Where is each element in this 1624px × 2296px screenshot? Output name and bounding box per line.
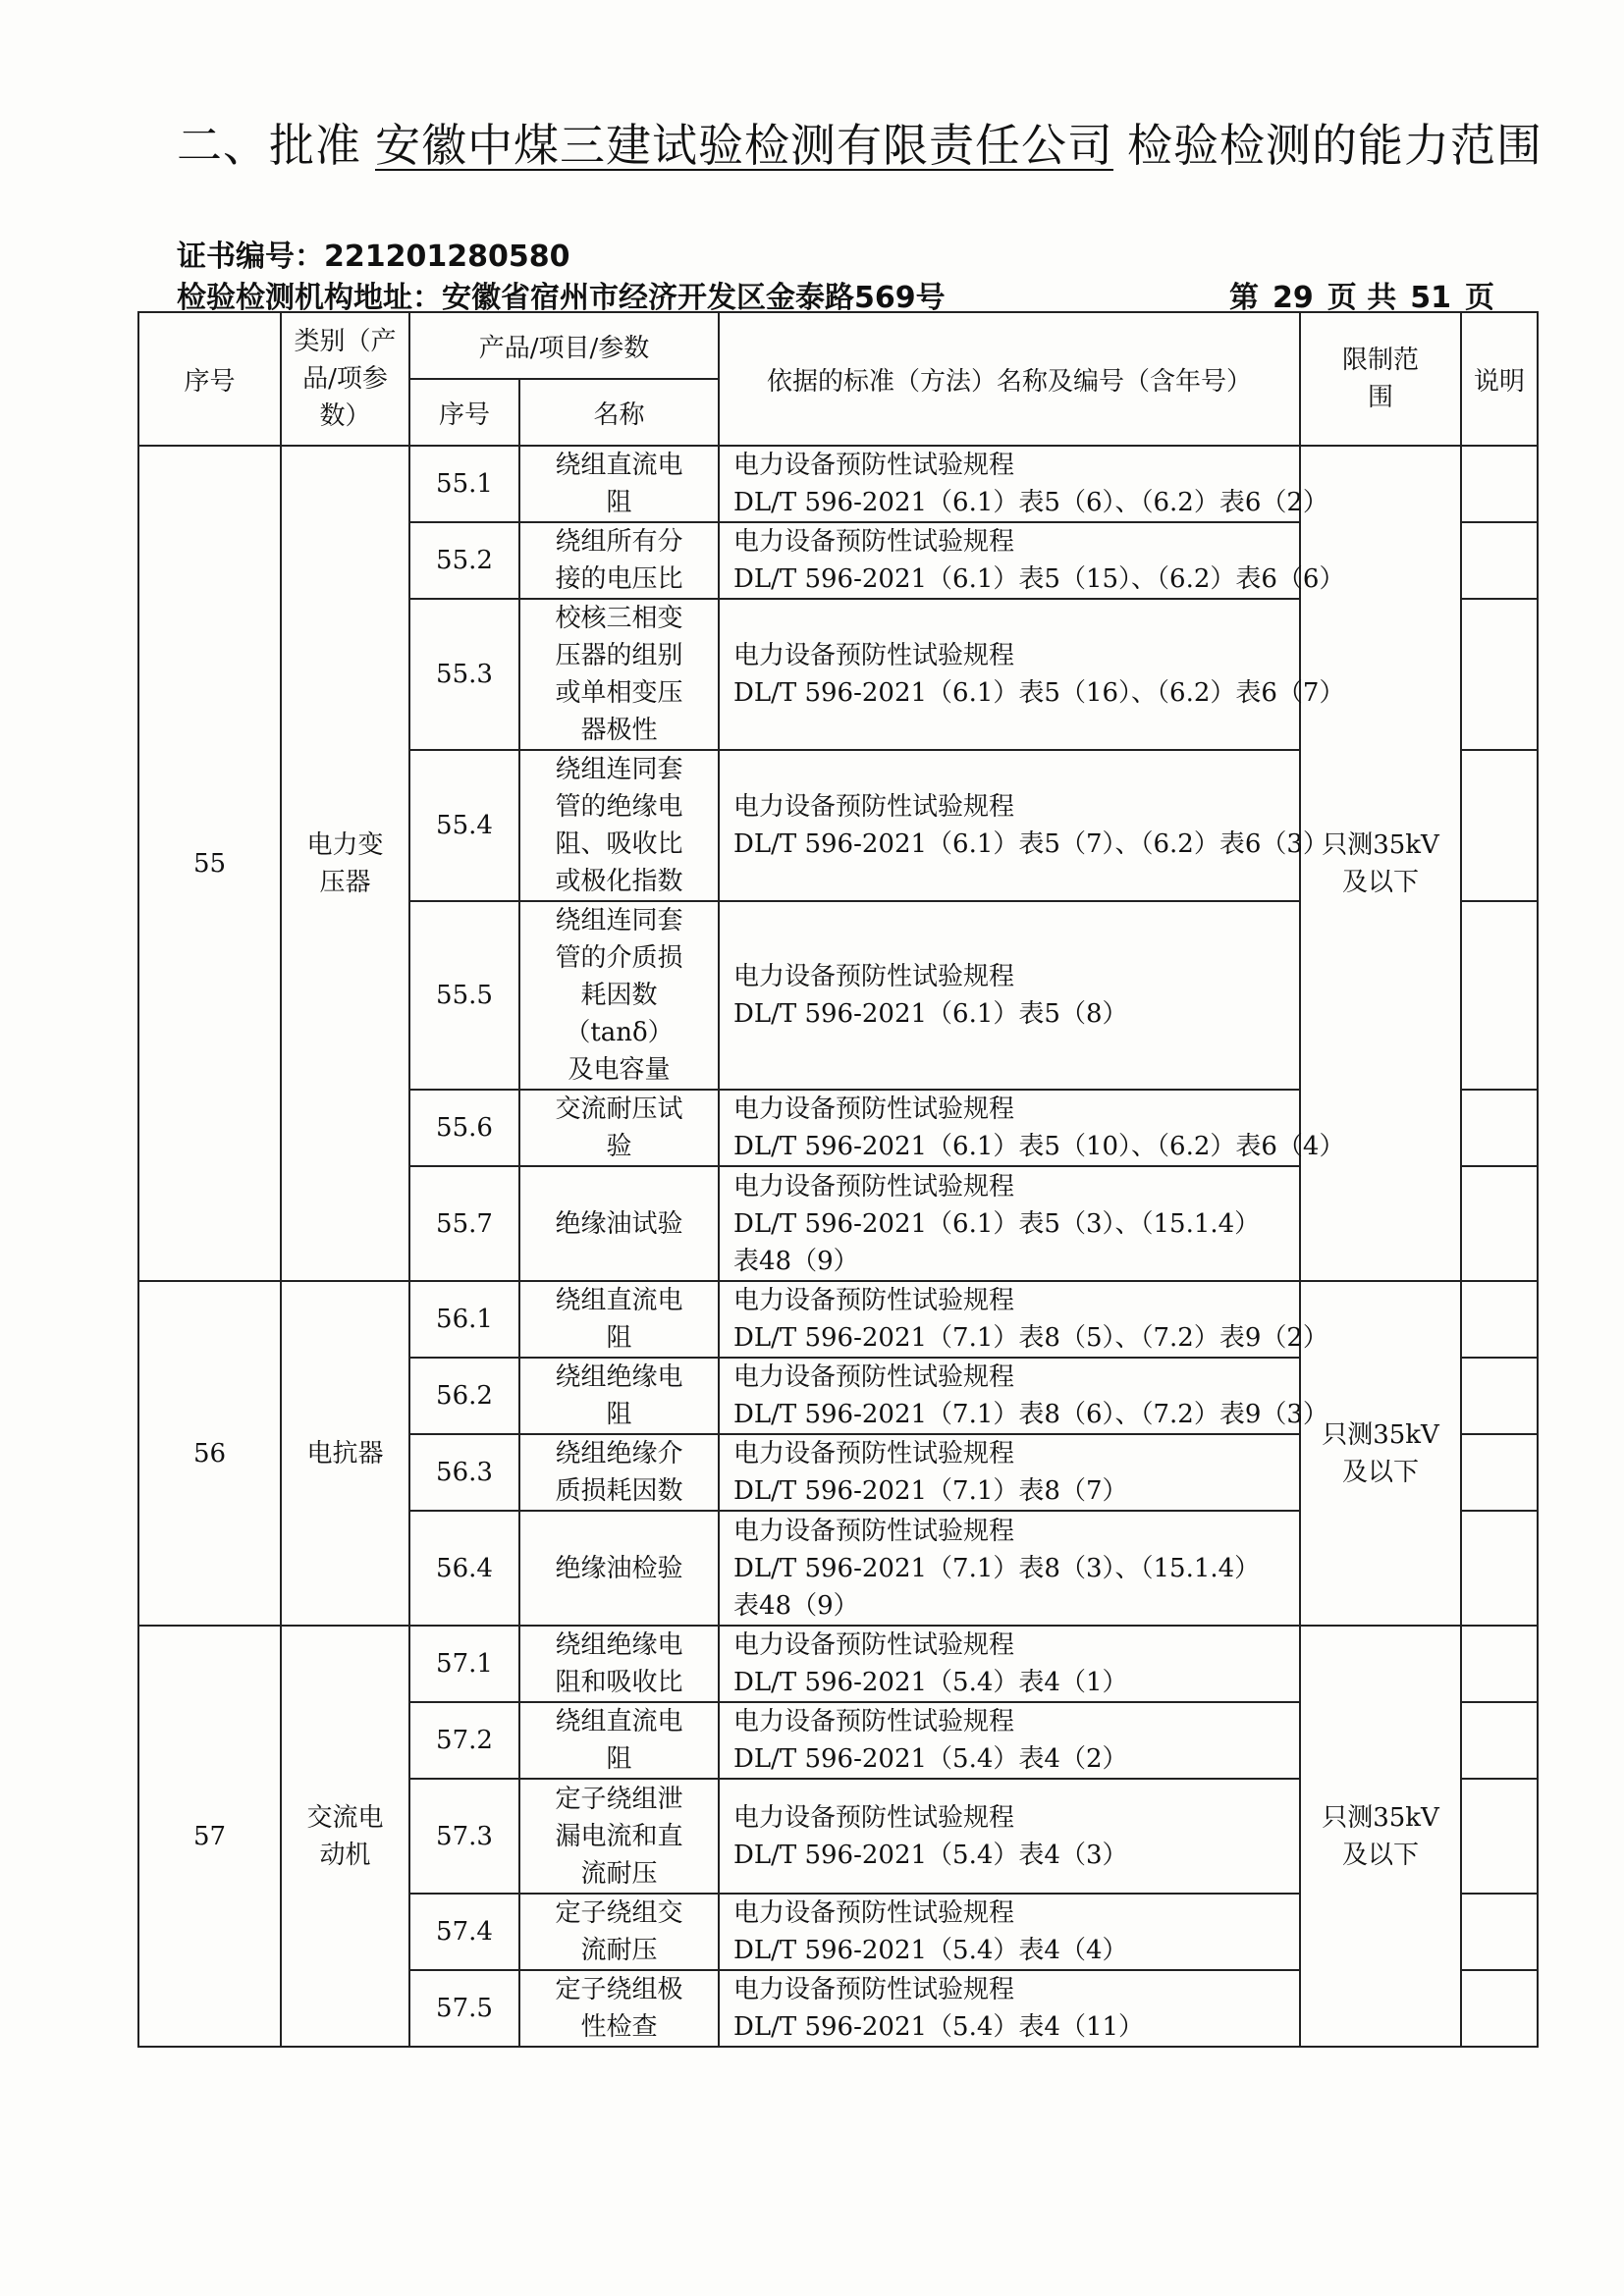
item-standard [719, 522, 1345, 599]
item-standard [719, 1090, 1345, 1166]
item-seq: 55.7 [409, 1166, 519, 1281]
group-limit: 只测35kV及以下 [1300, 446, 1461, 1281]
table-row [138, 1626, 1538, 1702]
standard-line: 电力设备预防性试验规程 [733, 1516, 1015, 1546]
item-note [1461, 1090, 1538, 1166]
item-name [519, 1090, 719, 1166]
item-standard [719, 1281, 1328, 1358]
item-standard [719, 1358, 1328, 1434]
standard-line: 电力设备预防性试验规程 [733, 1975, 1015, 2004]
item-standard [719, 1626, 1300, 1702]
item-seq: 57.2 [409, 1702, 519, 1779]
item-name [519, 901, 719, 1090]
item-note [1461, 599, 1538, 750]
item-note [1461, 750, 1538, 901]
standard-line: DL/T 596-2021（5.4）表4（11） [733, 2012, 1145, 2042]
table-row [138, 446, 1538, 522]
item-name-text: 绕组绝缘电阻和吸收比 [555, 1630, 683, 1697]
item-seq: 55.5 [409, 901, 519, 1090]
standard-line: 电力设备预防性试验规程 [733, 792, 1015, 822]
standard-line: DL/T 596-2021（5.4）表4（2） [733, 1744, 1128, 1774]
item-note [1461, 1970, 1538, 2047]
standard-line: 电力设备预防性试验规程 [733, 1171, 1015, 1201]
group-seq: 55 [138, 446, 281, 1281]
item-name-text: 定子绕组交流耐压 [555, 1898, 683, 1965]
item-name-text: 绕组绝缘电阻 [555, 1362, 683, 1429]
header-standard: 依据的标准（方法）名称及编号（含年号） [719, 312, 1300, 446]
item-name [519, 446, 719, 522]
item-note [1461, 1702, 1538, 1779]
item-standard [719, 1779, 1300, 1894]
item-note [1461, 1511, 1538, 1626]
page-suffix: 页 [1465, 281, 1494, 315]
item-seq: 55.6 [409, 1090, 519, 1166]
item-name-text: 绕组直流电阻 [555, 451, 683, 517]
standard-line: 电力设备预防性试验规程 [733, 1362, 1015, 1392]
standard-line: 电力设备预防性试验规程 [733, 451, 1015, 480]
item-standard [719, 599, 1345, 750]
item-note [1461, 1894, 1538, 1970]
item-standard [719, 446, 1328, 522]
item-name [519, 1626, 719, 1702]
standard-line: DL/T 596-2021（6.1）表5（8） [733, 999, 1128, 1029]
item-name-text: 绕组连同套管的绝缘电阻、吸收比或极化指数 [555, 755, 683, 896]
standard-line: 电力设备预防性试验规程 [733, 1707, 1015, 1736]
item-name-text: 绕组绝缘介质损耗因数 [555, 1439, 683, 1506]
item-name-text: 交流耐压试验 [555, 1095, 683, 1161]
item-name [519, 1358, 719, 1434]
certificate-number: 证书编号：221201280580 [177, 240, 570, 274]
standard-line: 电力设备预防性试验规程 [733, 1286, 1015, 1315]
standard-line: DL/T 596-2021（7.1）表8（6）、（7.2）表9（3） [733, 1400, 1328, 1429]
header-name: 名称 [519, 379, 719, 446]
standard-line: DL/T 596-2021（7.1）表8（7） [733, 1476, 1128, 1506]
capability-table [137, 311, 1539, 2048]
item-standard [719, 750, 1328, 901]
item-standard [719, 1511, 1300, 1626]
group-category: 交流电动机 [281, 1626, 409, 2047]
standard-line: DL/T 596-2021（5.4）表4（1） [733, 1668, 1128, 1697]
group-category: 电力变压器 [281, 446, 409, 1281]
item-standard [719, 1166, 1300, 1281]
item-standard [719, 901, 1300, 1090]
item-name-text: 绕组所有分接的电压比 [555, 527, 683, 594]
header-limit: 限制范围 [1300, 312, 1461, 446]
item-name [519, 522, 719, 599]
standard-line: 电力设备预防性试验规程 [733, 1095, 1015, 1124]
standard-line: 电力设备预防性试验规程 [733, 1802, 1015, 1833]
standard-line: DL/T 596-2021（6.1）表5（15）、（6.2）表6（6） [733, 564, 1345, 594]
item-note [1461, 446, 1538, 522]
organization-name: 安徽中煤三建试验检测有限责任公司 [375, 119, 1113, 172]
standard-line: 表48（9） [733, 1246, 859, 1276]
item-name [519, 1702, 719, 1779]
standard-line: 电力设备预防性试验规程 [733, 962, 1015, 991]
item-note [1461, 522, 1538, 599]
item-name-text: 校核三相变压器的组别或单相变压器极性 [555, 604, 683, 745]
page-prefix: 第 [1229, 281, 1260, 315]
item-name-text: 绕组直流电阻 [555, 1286, 683, 1353]
item-note [1461, 1626, 1538, 1702]
standard-line: DL/T 596-2021（7.1）表8（5）、（7.2）表9（2） [733, 1323, 1328, 1353]
item-name [519, 1166, 719, 1281]
page-indicator [1216, 273, 1494, 316]
standard-line: DL/T 596-2021（5.4）表4（4） [733, 1936, 1128, 1965]
item-note [1461, 1358, 1538, 1434]
page-title [177, 110, 1543, 175]
item-seq: 56.3 [409, 1434, 519, 1511]
standard-line: DL/T 596-2021（7.1）表8（3）、（15.1.4） [733, 1553, 1261, 1583]
item-name [519, 599, 719, 750]
standard-line: DL/T 596-2021（6.1）表5（3）、（15.1.4） [733, 1208, 1261, 1239]
header-group: 产品/项目/参数 [409, 312, 719, 379]
item-seq: 57.3 [409, 1779, 519, 1894]
item-seq: 56.1 [409, 1281, 519, 1358]
page-mid: 页 共 [1326, 281, 1397, 315]
standard-line: 电力设备预防性试验规程 [733, 1439, 1015, 1468]
standard-line: 电力设备预防性试验规程 [733, 1630, 1015, 1660]
page-current: 29 [1272, 281, 1314, 315]
standard-line: 表48（9） [733, 1590, 859, 1621]
item-name [519, 1511, 719, 1626]
item-name-text: 定子绕组极性检查 [555, 1975, 683, 2042]
header-note: 说明 [1461, 312, 1538, 446]
item-standard [719, 1894, 1300, 1970]
item-note [1461, 901, 1538, 1090]
item-name-text: 绝缘油试验 [555, 1208, 683, 1239]
item-name [519, 1779, 719, 1894]
standard-line: DL/T 596-2021（6.1）表5（7）、（6.2）表6（3） [733, 829, 1328, 859]
group-category: 电抗器 [281, 1281, 409, 1626]
item-standard [719, 1702, 1300, 1779]
standard-line: 电力设备预防性试验规程 [733, 641, 1015, 670]
institution-address: 检验检测机构地址：安徽省宿州市经济开发区金泰路569号 [177, 281, 946, 315]
item-note [1461, 1434, 1538, 1511]
header-sub-seq: 序号 [409, 379, 519, 446]
item-seq: 55.3 [409, 599, 519, 750]
item-name-text: 绝缘油检验 [555, 1553, 683, 1583]
item-seq: 56.2 [409, 1358, 519, 1434]
standard-line: 电力设备预防性试验规程 [733, 1898, 1015, 1928]
item-note [1461, 1779, 1538, 1894]
item-seq: 55.4 [409, 750, 519, 901]
item-seq: 57.1 [409, 1626, 519, 1702]
standard-line: DL/T 596-2021（6.1）表5（6）、（6.2）表6（2） [733, 488, 1328, 517]
header-seq: 序号 [138, 312, 281, 446]
item-seq: 57.4 [409, 1894, 519, 1970]
item-name-text: 绕组直流电阻 [555, 1707, 683, 1774]
title-suffix: 检验检测的能力范围 [1127, 119, 1543, 172]
item-name [519, 1894, 719, 1970]
group-limit: 只测35kV及以下 [1300, 1281, 1461, 1626]
title-prefix: 二、批准 [177, 119, 361, 172]
group-seq: 57 [138, 1626, 281, 2047]
item-note [1461, 1281, 1538, 1358]
group-seq: 56 [138, 1281, 281, 1626]
table-body [138, 446, 1538, 2047]
group-limit: 只测35kV及以下 [1300, 1626, 1461, 2047]
item-name [519, 1434, 719, 1511]
page-total: 51 [1410, 281, 1451, 315]
item-standard [719, 1434, 1300, 1511]
item-note [1461, 1166, 1538, 1281]
item-name [519, 1281, 719, 1358]
standard-line: DL/T 596-2021（5.4）表4（3） [733, 1840, 1128, 1870]
header-category: 类别（产品/项参数） [281, 312, 409, 446]
item-name-text: 绕组连同套管的介质损耗因数（tanδ）及电容量 [555, 906, 683, 1085]
item-seq: 55.2 [409, 522, 519, 599]
standard-line: DL/T 596-2021（6.1）表5（10）、（6.2）表6（4） [733, 1132, 1345, 1161]
item-seq: 55.1 [409, 446, 519, 522]
item-name-text: 定子绕组泄漏电流和直流耐压 [555, 1784, 683, 1889]
standard-line: 电力设备预防性试验规程 [733, 527, 1015, 557]
item-seq: 56.4 [409, 1511, 519, 1626]
item-standard [719, 1970, 1300, 2047]
item-seq: 57.5 [409, 1970, 519, 2047]
standard-line: DL/T 596-2021（6.1）表5（16）、（6.2）表6（7） [733, 678, 1345, 708]
item-name [519, 1970, 719, 2047]
table-row [138, 1281, 1538, 1358]
item-name [519, 750, 719, 901]
